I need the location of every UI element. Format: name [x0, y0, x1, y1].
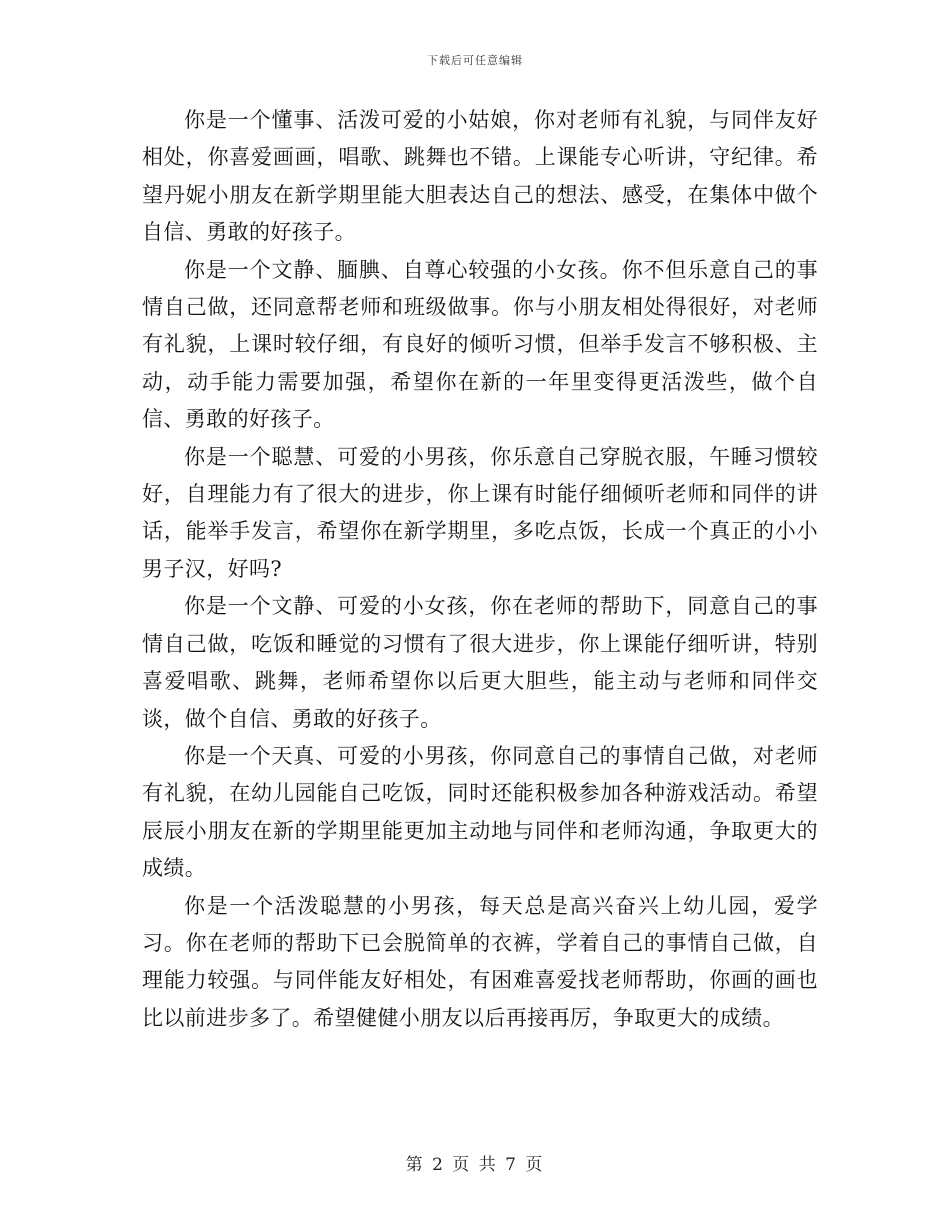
paragraph-3: 你是一个聪慧、可爱的小男孩，你乐意自己穿脱衣服，午睡习惯较好，自理能力有了很大的进步，你上课有时能仔细倾听老师和同伴的讲话，能举手发言，希望你在新学期里，多吃点饭，长成一个真正的小小男子汉，好吗?: [142, 444, 818, 581]
paragraph-2: 你是一个文静、腼腆、自尊心较强的小女孩。你不但乐意自己的事情自己做，还同意帮老师和班级做事。你与小朋友相处得很好，对老师有礼貌，上课时较仔细，有良好的倾听习惯，但举手发言不够积极、主动，动手能力需要加强，希望你在新的一年里变得更活泼些，做个自信、勇敢的好孩子。: [142, 257, 818, 432]
page-number-footer: 第 2 页 共 7 页: [405, 1155, 545, 1175]
paragraph-1: 你是一个懂事、活泼可爱的小姑娘，你对老师有礼貌，与同伴友好相处，你喜爱画画，唱歌、跳舞也不错。上课能专心听讲，守纪律。希望丹妮小朋友在新学期里能大胆表达自己的想法、感受，在集体中做个自信、勇敢的好孩子。: [142, 108, 818, 245]
document-body: [142, 102, 818, 1037]
paragraph-6: 你是一个活泼聪慧的小男孩，每天总是高兴奋兴上幼儿园，爱学习。你在老师的帮助下已会脱简单的衣裤，学着自己的事情自己做，自理能力较强。与同伴能友好相处，有困难喜爱找老师帮助，你画的画也比以前进步多了。希望健健小朋友以后再接再厉，争取更大的成绩。: [142, 893, 818, 1030]
paragraph-4: 你是一个文静、可爱的小女孩，你在老师的帮助下，同意自己的事情自己做，吃饭和睡觉的习惯有了很大进步，你上课能仔细听讲，特别喜爱唱歌、跳舞，老师希望你以后更大胆些，能主动与老师和同伴交谈，做个自信、勇敢的好孩子。: [142, 594, 818, 731]
page-header: 下载后可任意编辑: [427, 54, 523, 67]
paragraph-5: 你是一个天真、可爱的小男孩，你同意自己的事情自己做，对老师有礼貌，在幼儿园能自己吃饭，同时还能积极参加各种游戏活动。希望辰辰小朋友在新的学期里能更加主动地与同伴和老师沟通，争取更大的成绩。: [142, 743, 818, 881]
